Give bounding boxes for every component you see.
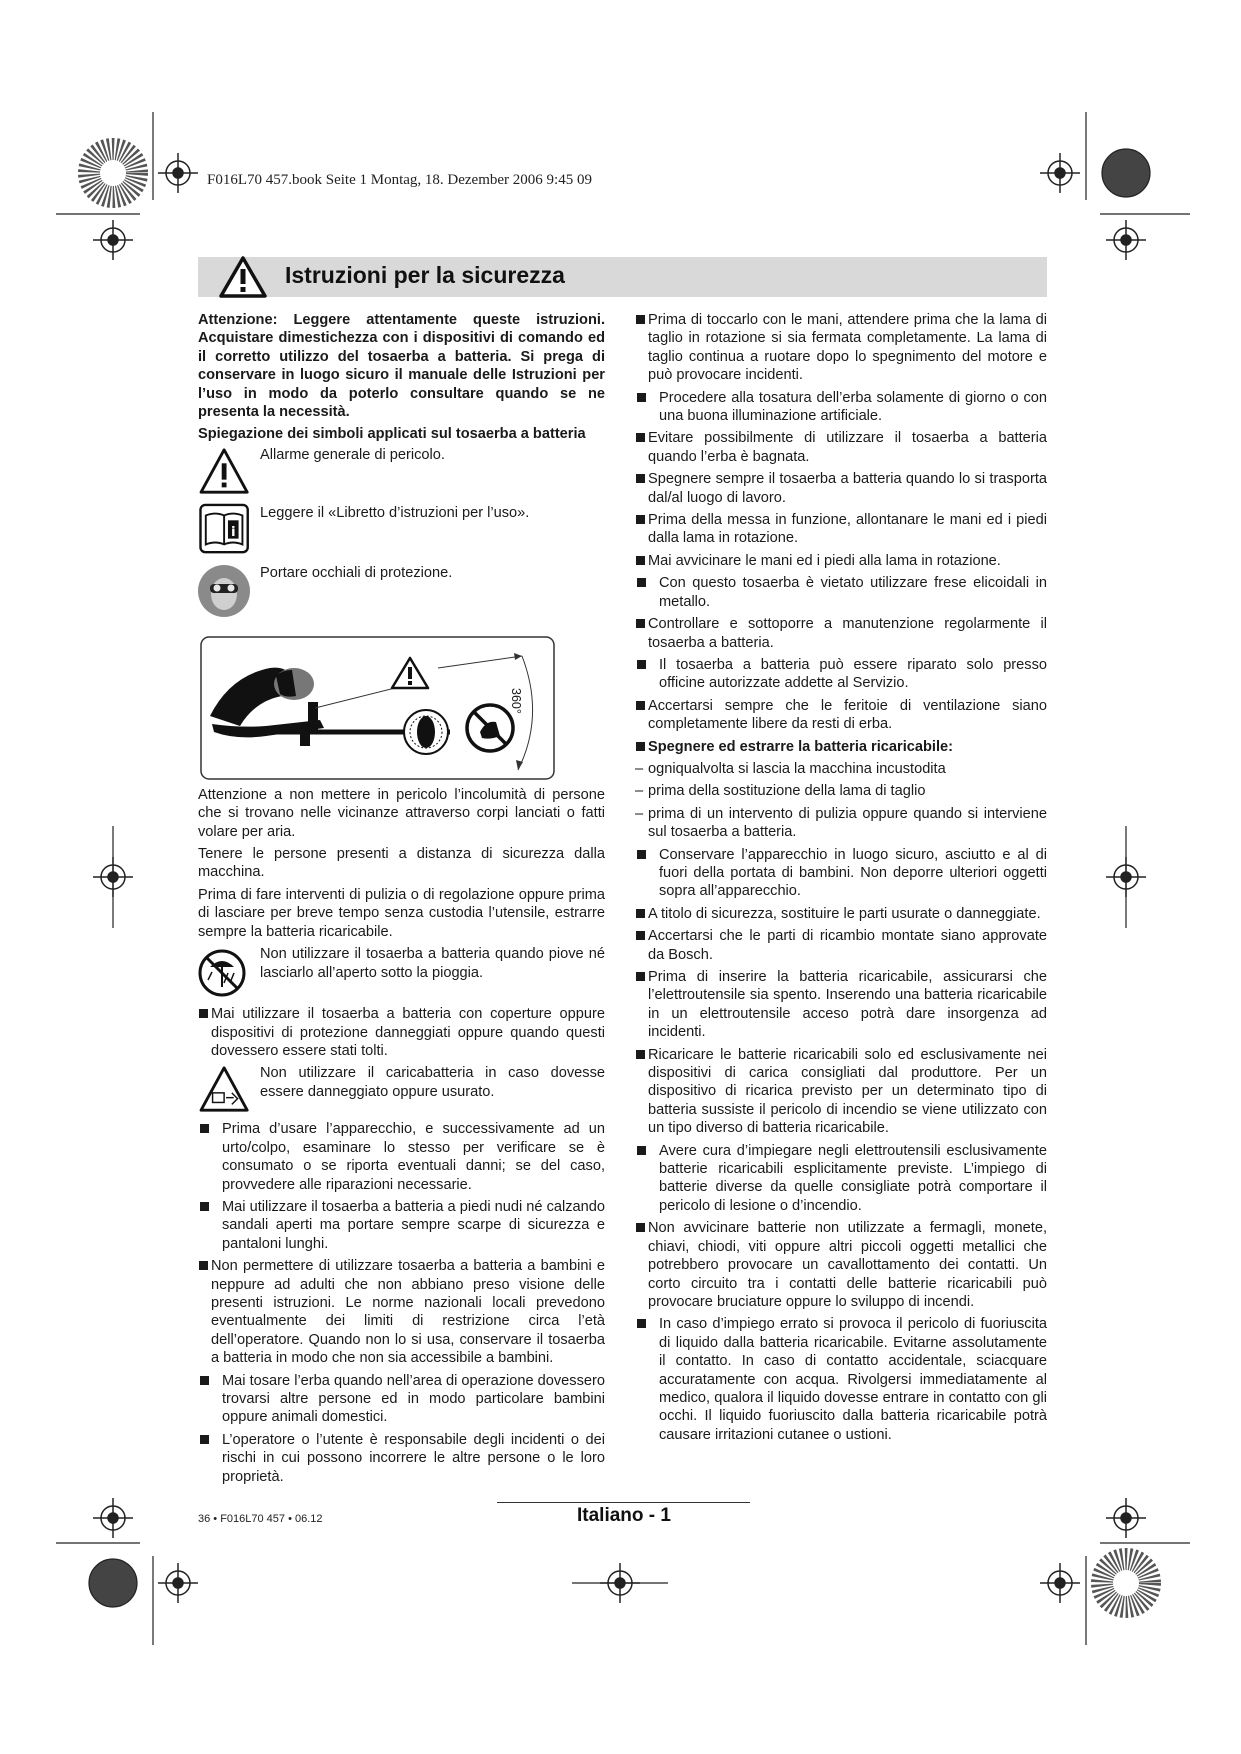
bullet-transport: Spegnere sempre il tosaerba a batteria quando lo si trasporta dal/al luogo di lavoro.: [635, 470, 1047, 507]
symbol-manual-row: [198, 502, 605, 558]
bullet-inspect: Prima d’usare l’apparecchio, e successivamente ad un urto/colpo, esaminare lo stesso per verificare se è consumato o se riporta eventuali danni; se del caso, provvedere alle riparazioni necessarie.: [198, 1120, 605, 1194]
symbol-manual-text: Leggere il «Libretto d’istruzioni per l’uso».: [260, 504, 530, 521]
symbol-charger-text: Non utilizzare il caricabatteria in caso dovesse essere danneggiato oppure usurato.: [260, 1065, 605, 1100]
footer-code: 36 • F016L70 457 • 06.12: [198, 1513, 323, 1525]
symbol-warning-row: [198, 446, 605, 498]
page-number: Italiano - 1: [577, 1505, 671, 1526]
dash-cleaning: – prima di un intervento di pulizia oppure quando si interviene sul tosaerba a batteria.: [635, 805, 1047, 842]
svg-text:i: i: [230, 523, 236, 540]
distance-paragraph: Tenere le persone presenti a distanza di sicurezza dalla macchina.: [198, 846, 605, 881]
symbol-charger-row: [198, 1064, 605, 1116]
bullet-store: Conservare l’apparecchio in luogo sicuro, asciutto e al di fuori della portata di bambini. Non deporre ulteriori oggetti sopra all’apparecchio.: [635, 846, 1047, 901]
read-manual-icon: [198, 502, 256, 556]
bullet-start: Prima della messa in funzione, allontanare le mani ed i piedi dalla lama in rotazione.: [635, 511, 1047, 548]
right-column: [635, 311, 1047, 1448]
bullet-repair: Il tosaerba a batteria può essere riparato solo presso officine autorizzate addette al Servizio.: [635, 656, 1047, 693]
book-header-line: F016L70 457.book Seite 1 Montag, 18. Dezember 2006 9:45 09: [207, 172, 592, 188]
intro-warning: Attenzione: Leggere attentamente queste istruzioni. Acquistare dimestichezza con i dispositivi di comando ed il corretto utilizzo del tosaerba a batteria. Si prega di conservare in luogo sicuro il manuale delle Istruzioni per l’uso in modo da poterlo consultare quando se ne presenta la necessità.: [198, 312, 605, 421]
bullet-battery-liquid: In caso d’impiego errato si provoca il pericolo di fuoriuscita di liquido dalla batteria ricaricabile. Evitarne assolutamente il contatto. In caso di contatto accidentale, sciacquare accuratamente con acqua. Rivolgersi immediatamente al medico, qualora il liquido dovesse entrare in contatto con gli occhi. Il liquido fuoriuscito dalla batteria ricaricabile potrà causare irritazioni cutanee o ustioni.: [635, 1315, 1047, 1444]
bullet-recharge: Ricaricare le batterie ricaricabili solo ed esclusivamente nei dispositivi di carica consigliati dal produttore. Per un dispositivo di ricarica previsto per un determinato tipo di batteria sussiste il pericolo di incendio se viene utilizzato con un tipo diverso di batteria ricaricabile.: [635, 1046, 1047, 1138]
bullet-metal-cutters: Con questo tosaerba è vietato utilizzare frese elicoidali in metallo.: [635, 574, 1047, 611]
dash-unattended: – ogniqualvolta si lascia la macchina incustodita: [635, 760, 1047, 778]
no-rain-icon: [198, 945, 256, 999]
symbols-heading: Spiegazione dei simboli applicati sul tosaerba a batteria: [198, 426, 586, 443]
bullet-touch-blade: Prima di toccarlo con le mani, attendere prima che la lama di taglio in rotazione si sia fermata completamente. La lama di taglio continua a ruotare dopo lo spegnimento del motore e può provocare incidenti.: [635, 311, 1047, 385]
bullet-maintenance: Controllare e sottoporre a manutenzione regolarmente il tosaerba a batteria.: [635, 615, 1047, 652]
protective-goggles-icon: [198, 562, 256, 620]
bullet-shoes: Mai utilizzare il tosaerba a batteria a piedi nudi né calzando sandali aperti ma portare sempre scarpe di sicurezza e pantaloni lunghi.: [198, 1198, 605, 1253]
warning-triangle-icon: [198, 446, 256, 496]
bullet-only-batteries: Avere cura d’impiegare negli elettroutensili esclusivamente batterie ricaricabili esplicitamente previste. L’impiego di batterie diverse da quelle consigliate potrà comportare il pericolo di lesione o d’incendio.: [635, 1142, 1047, 1216]
symbol-warning-text: Allarme generale di pericolo.: [260, 446, 445, 463]
safety-distance-figure: [200, 636, 555, 780]
bullet-hands-feet: Mai avvicinare le mani ed i piedi alla lama in rotazione.: [635, 552, 1047, 570]
bullet-responsibility: L’operatore o l’utente è responsabile degli incidenti o dei rischi in cui possono incorrere le altre persone o le loro proprietà.: [198, 1431, 605, 1486]
remove-battery-paragraph: Prima di fare interventi di pulizia o di regolazione oppure prima di lasciare per breve tempo senza custodia l’utensile, estrarre sempre la batteria ricaricabile.: [198, 886, 605, 940]
symbol-rain-text: Non utilizzare il tosaerba a batteria quando piove né lasciarlo all’aperto sotto la pioggia.: [260, 946, 605, 981]
symbol-goggles-row: [198, 562, 605, 622]
warning-triangle-icon: [218, 255, 268, 299]
charger-warning-icon: [198, 1064, 256, 1114]
trimmer-operator-diagram: [200, 636, 555, 780]
symbol-goggles-text: Portare occhiali di protezione.: [260, 564, 453, 581]
bullet-spare-parts: Accertarsi che le parti di ricambio montate siano approvate da Bosch.: [635, 927, 1047, 964]
page-title: Istruzioni per la sicurezza: [285, 262, 565, 288]
bullet-children: Non permettere di utilizzare tosaerba a batteria a bambini e neppure ad adulti che non abbiano preso visione delle presenti istruzioni. Le norme nazionali locali prevedono eventualmente dei limiti di restrizione circa l’età dell’operatore. Quando non lo si usa, conservare il tosaerba a batteria in modo che non sia accessibile a bambini.: [198, 1257, 605, 1367]
bullet-covers: Mai utilizzare il tosaerba a batteria con coperture oppure dispositivi di protezione danneggiati oppure quando questi dovessero essere stati tolti.: [198, 1005, 605, 1060]
rotation-angle-label: 360°: [509, 687, 523, 714]
dash-blade-change: – prima della sostituzione della lama di taglio: [635, 782, 1047, 800]
bullet-remove-battery-heading: Spegnere ed estrarre la batteria ricaricabile:: [635, 738, 1047, 756]
bullet-worn-parts: A titolo di sicurezza, sostituire le parti usurate o danneggiate.: [635, 905, 1047, 923]
bullet-wet-grass: Evitare possibilmente di utilizzare il tosaerba a batteria quando l’erba è bagnata.: [635, 429, 1047, 466]
bullet-metal-objects: Non avvicinare batterie non utilizzate a fermagli, monete, chiavi, chiodi, viti oppure altri piccoli oggetti metallici che potrebbero provocare un cavallottamento dei contatti. Un corto circuito tra i contatti delle batterie ricaricabili può provocare bruciature oppure lo sviluppo di incendi.: [635, 1219, 1047, 1311]
bullet-insert-battery: Prima di inserire la batteria ricaricabile, assicurarsi che l’elettroutensile sia spento. Inserendo una batteria ricaricabile in un elettroutensile acceso potrà dare insorgenza ad incidenti.: [635, 968, 1047, 1042]
bullet-people-nearby: Mai tosare l’erba quando nell’area di operazione dovessero trovarsi altre persone ed in modo particolare bambini oppure animali domestici.: [198, 1372, 605, 1427]
footer-rule: [497, 1502, 750, 1503]
symbol-rain-row: [198, 945, 605, 1001]
thrown-objects-paragraph: Attenzione a non mettere in pericolo l’incolumità di persone che si trovano nelle vicinanze attraverso corpi lanciati o fatti volare per aria.: [198, 786, 605, 840]
left-column: [198, 311, 605, 1490]
bullet-vents: Accertarsi sempre che le feritoie di ventilazione siano completamente libere da resti di erba.: [635, 697, 1047, 734]
bullet-daylight: Procedere alla tosatura dell’erba solamente di giorno o con una buona illuminazione artificiale.: [635, 389, 1047, 426]
